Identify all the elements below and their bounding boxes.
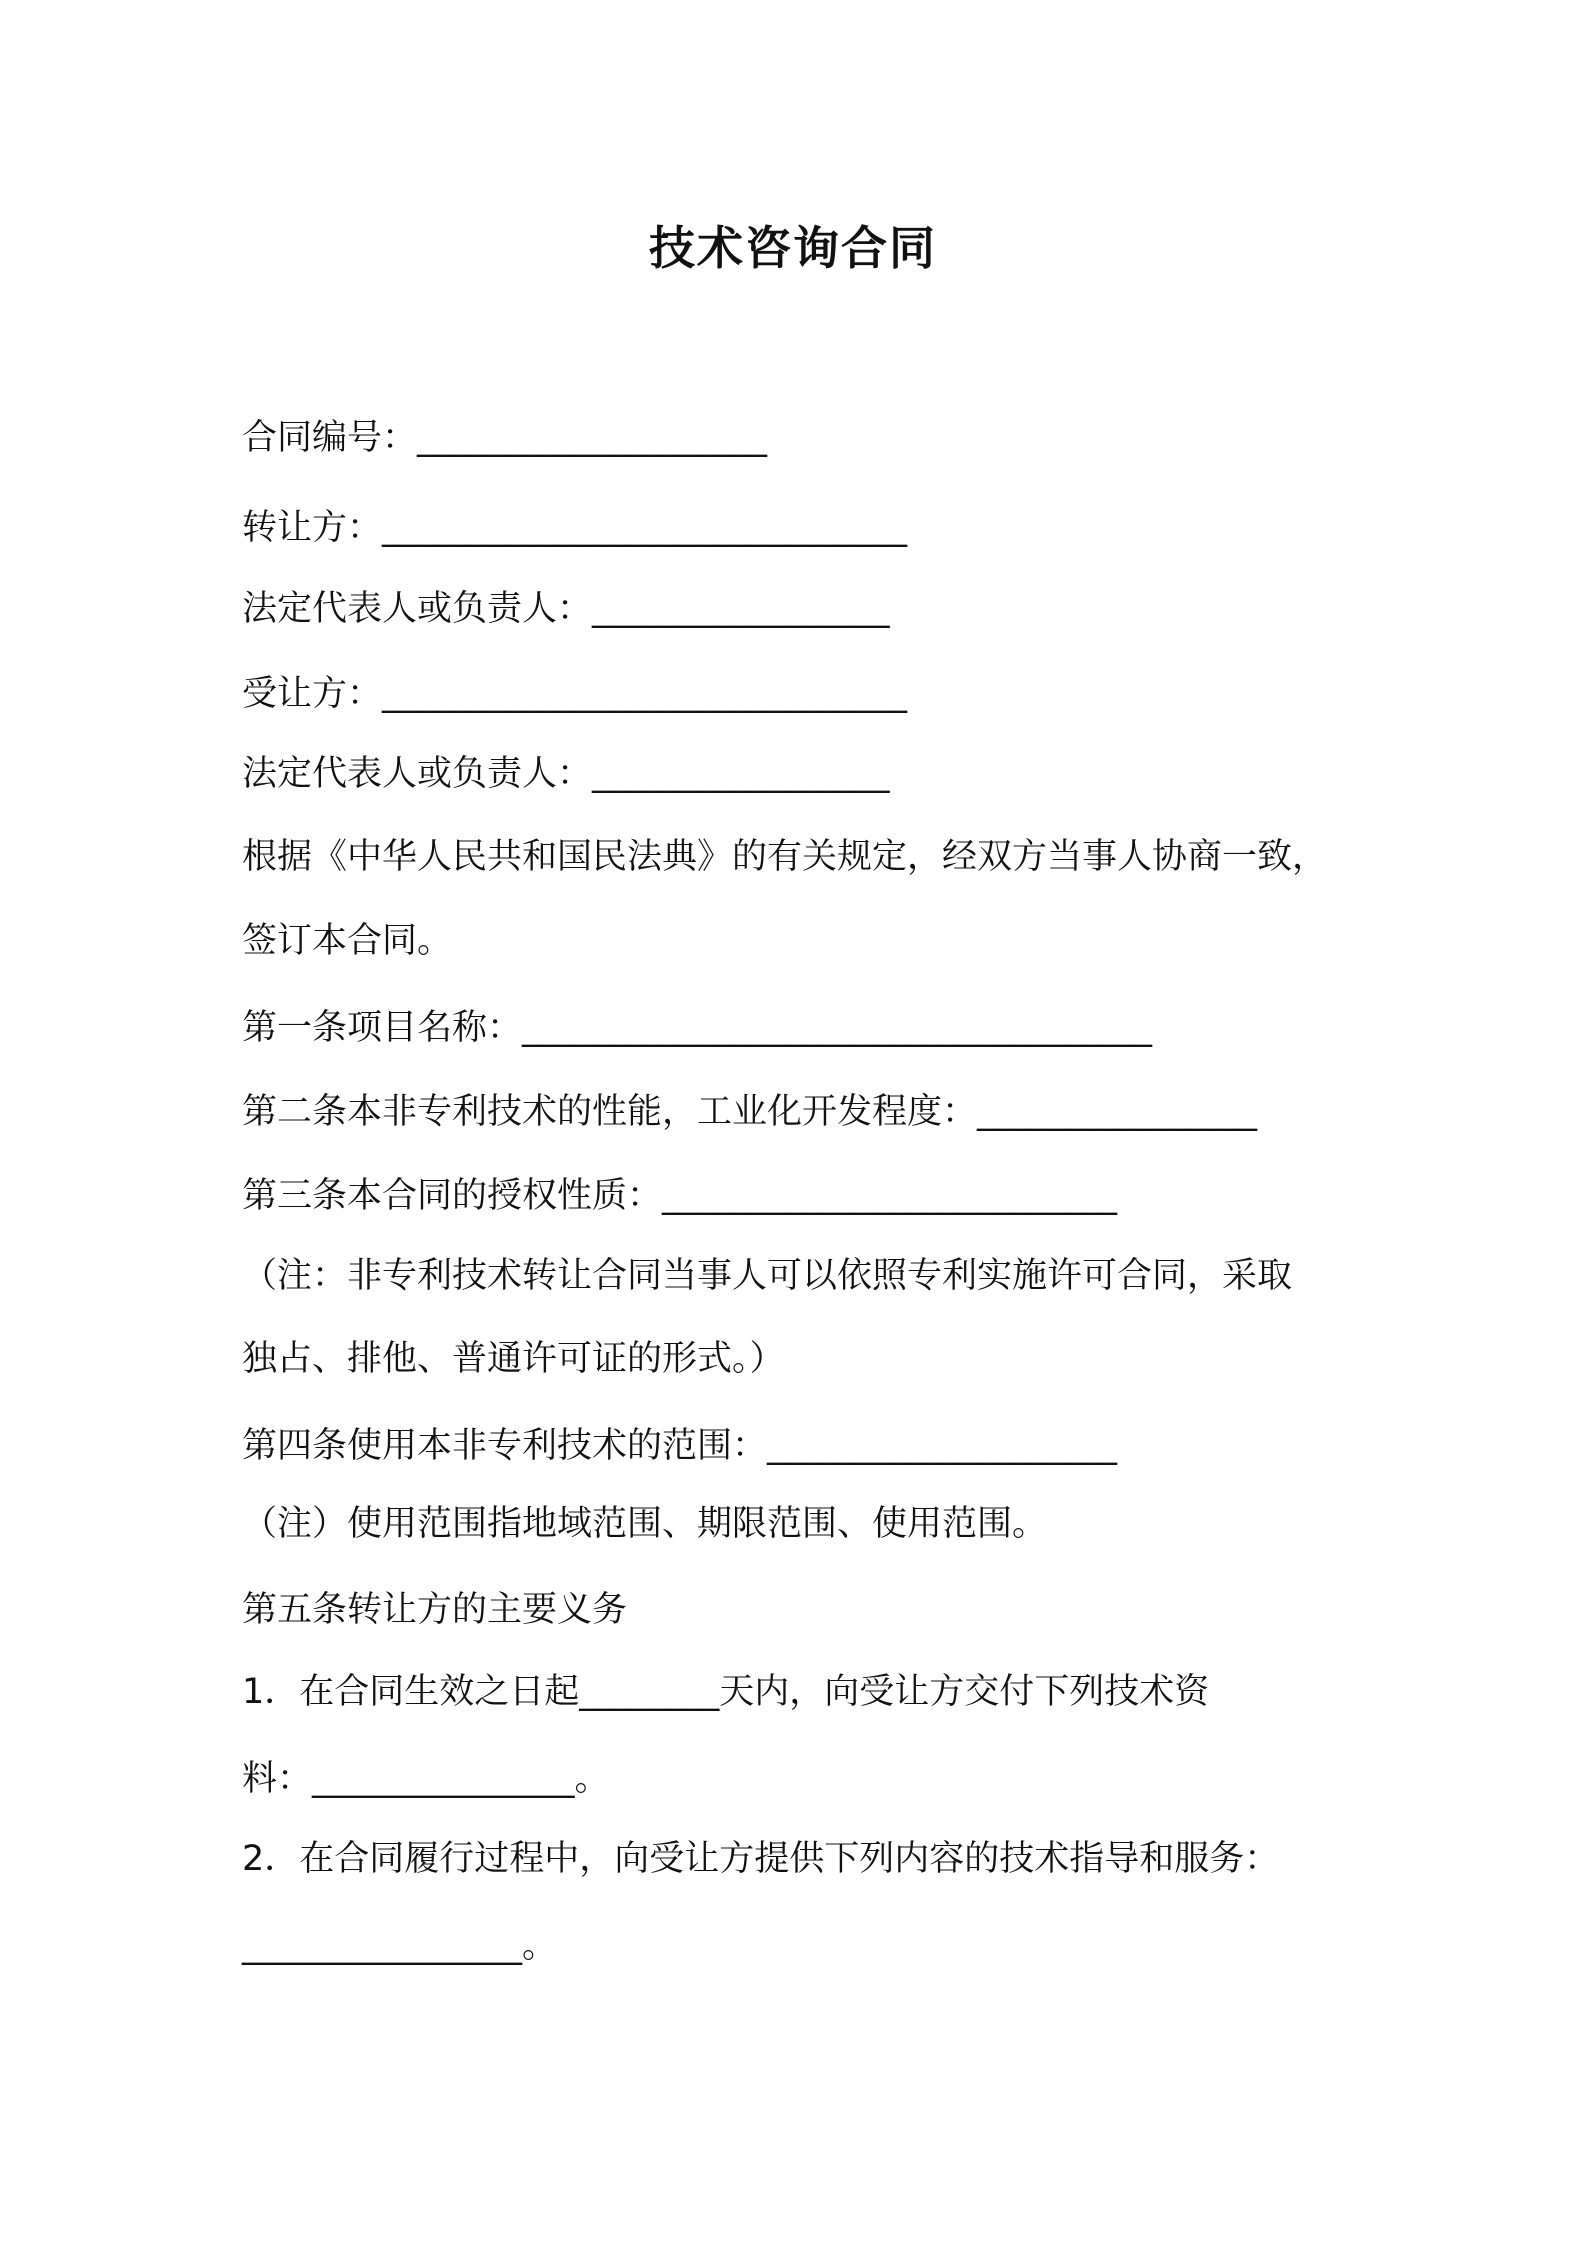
contract-number-line: 合同编号：____________________ xyxy=(242,418,768,458)
preamble-line-1: 根据《中华人民共和国民法典》的有关规定，经双方当事人协商一致， xyxy=(242,837,1328,877)
transferee-line: 受让方：______________________________ xyxy=(242,674,908,714)
document-title: 技术咨询合同 xyxy=(649,221,937,275)
article-1-line: 第一条项目名称：____________________________________ xyxy=(242,1008,1153,1048)
preamble-line-2: 签订本合同。 xyxy=(242,921,453,961)
article-2-line: 第二条本非专利技术的性能，工业化开发程度：________________ xyxy=(242,1092,1258,1132)
transferor-representative-line: 法定代表人或负责人：_________________ xyxy=(242,589,890,629)
note-1-line-2: 独占、排他、普通许可证的形式。） xyxy=(242,1339,785,1379)
note-2-line: （注）使用范围指地域范围、期限范围、使用范围。 xyxy=(242,1504,1048,1544)
article-5-heading: 第五条转让方的主要义务 xyxy=(242,1590,628,1630)
article-3-line: 第三条本合同的授权性质：__________________________ xyxy=(242,1176,1118,1216)
article-5-item-2-line-1: 2．在合同履行过程中，向受让方提供下列内容的技术指导和服务： xyxy=(242,1839,1280,1879)
article-5-item-1-line-1: 1．在合同生效之日起________天内，向受让方交付下列技术资 xyxy=(242,1672,1210,1712)
article-4-line: 第四条使用本非专利技术的范围：____________________ xyxy=(242,1426,1118,1466)
article-5-item-1-line-2: 料：_______________。 xyxy=(242,1759,610,1799)
transferor-line: 转让方：______________________________ xyxy=(242,508,908,548)
transferee-representative-line: 法定代表人或负责人：_________________ xyxy=(242,754,890,794)
article-5-item-2-line-2: ________________。 xyxy=(242,1926,558,1966)
note-1-line-1: （注：非专利技术转让合同当事人可以依照专利实施许可合同，采取 xyxy=(242,1256,1293,1296)
